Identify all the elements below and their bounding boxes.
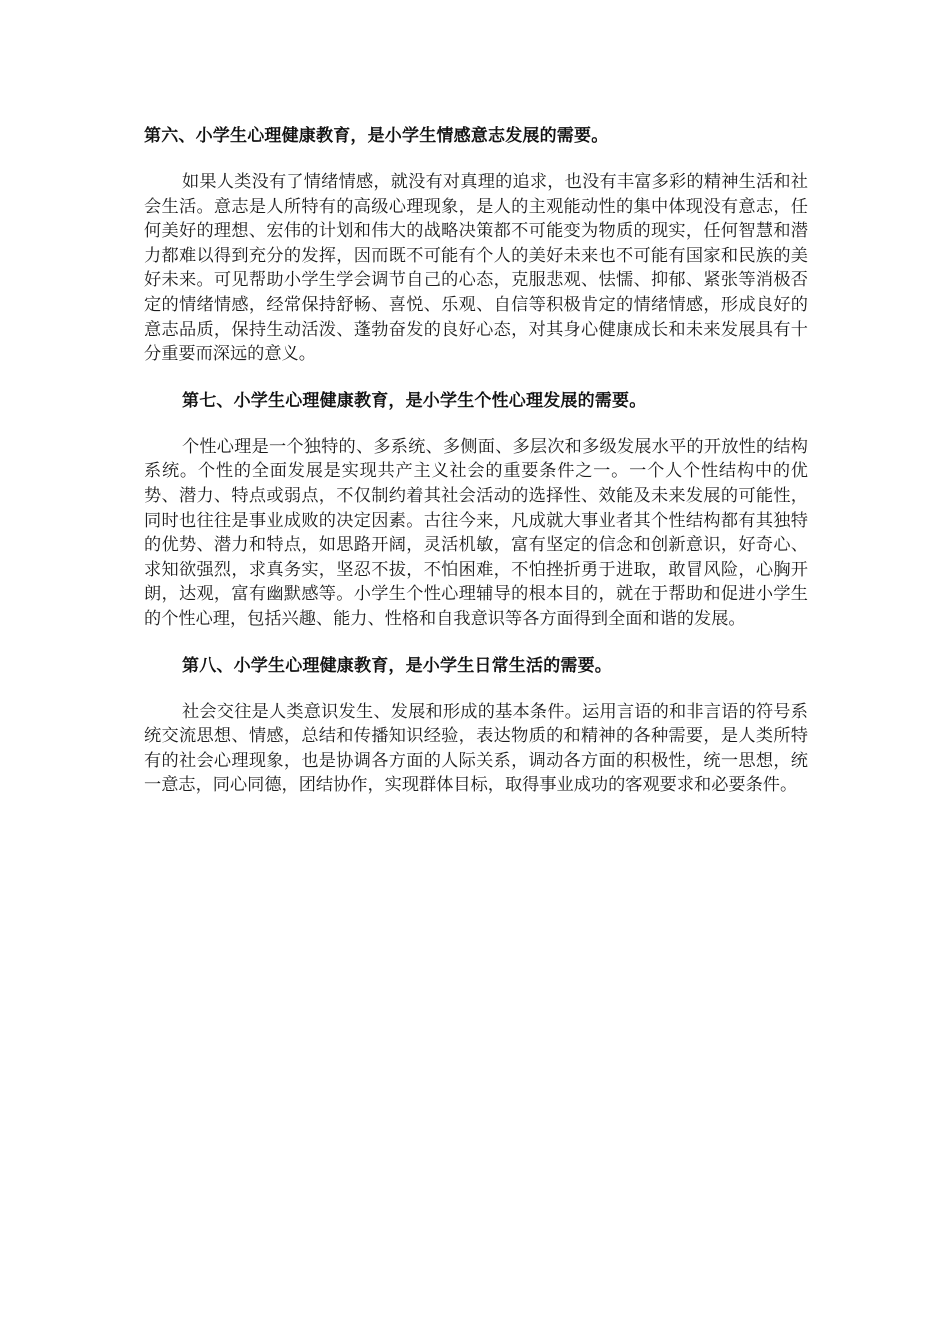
section-body-7: 个性心理是一个独特的、多系统、多侧面、多层次和多级发展水平的开放性的结构系统。个性的全面发展是实现共产主义社会的重要条件之一。一个人个性结构中的优势、潜力、特点或弱点，不仅制约着其社会活动的选择性、效能及未来发展的可能性，同时也往往是事业成败的决定因素。古往今来，凡成就大事业者其个性结构都有其独特的优势、潜力和特点，如思路开阔，灵活机敏，富有坚定的信念和创新意识，好奇心、求知欲强烈，求真务实，坚忍不拔，不怕困难，不怕挫折勇于进取，敢冒风险，心胸开朗，达观，富有幽默感等。小学生个性心理辅导的根本目的，就在于帮助和促进小学生的个性心理，包括兴趣、能力、性格和自我意识等各方面得到全面和谐的发展。 [144, 436, 808, 629]
document-content [144, 124, 808, 820]
section-heading-8: 第八、小学生心理健康教育，是小学生日常生活的需要。 [182, 655, 612, 676]
section-body-8: 社会交往是人类意识发生、发展和形成的基本条件。运用言语的和非言语的符号系统交流思想、情感，总结和传播知识经验，表达物质的和精神的各种需要，是人类所特有的社会心理现象，也是协调各方面的人际关系，调动各方面的积极性，统一思想，统一意志，同心同德，团结协作，实现群体目标，取得事业成功的客观要求和必要条件。 [144, 701, 808, 796]
section-body-6: 如果人类没有了情绪情感，就没有对真理的追求，也没有丰富多彩的精神生活和社会生活。意志是人所特有的高级心理现象，是人的主观能动性的集中体现没有意志，任何美好的理想、宏伟的计划和伟大的战略决策都不可能变为物质的现实，任何智慧和潜力都难以得到充分的发挥，因而既不可能有个人的美好未来也不可能有国家和民族的美好未来。可见帮助小学生学会调节自己的心态，克服悲观、怯懦、抑郁、紧张等消极否定的情绪情感，经常保持舒畅、喜悦、乐观、自信等积极肯定的情绪情感，形成良好的意志品质，保持生动活泼、蓬勃奋发的良好心态，对其身心健康成长和未来发展具有十分重要而深远的意义。 [144, 172, 808, 365]
section-heading-7: 第七、小学生心理健康教育，是小学生个性心理发展的需要。 [182, 390, 647, 411]
section-heading-6: 第六、小学生心理健康教育，是小学生情感意志发展的需要。 [144, 126, 609, 146]
